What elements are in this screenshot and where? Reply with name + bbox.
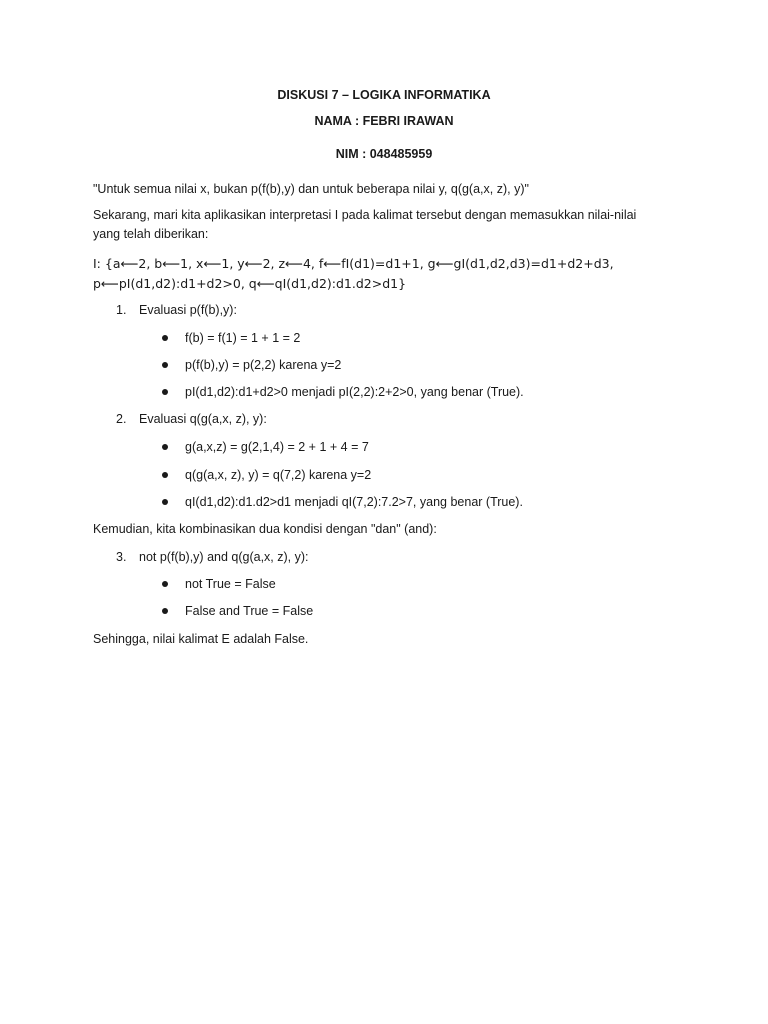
bullet-icon — [162, 472, 168, 478]
step-1 — [116, 303, 237, 317]
bullet-icon — [162, 335, 168, 341]
bullet-icon — [162, 499, 168, 505]
step-label: Evaluasi q(g(a,x, z), y): — [139, 412, 267, 426]
list-item: qI(d1,d2):d1.d2>d1 menjadi qI(7,2):7.2>7, yang benar (True). — [162, 495, 523, 509]
step-3 — [116, 550, 309, 564]
document-title: DISKUSI 7 – LOGIKA INFORMATIKA — [277, 88, 491, 102]
quote-statement: "Untuk semua nilai x, bukan p(f(b),y) dan untuk beberapa nilai y, q(g(a,x, z), y)" — [93, 182, 529, 196]
list-item: g(a,x,z) = g(2,1,4) = 2 + 1 + 4 = 7 — [162, 440, 369, 454]
bullet-icon — [162, 389, 168, 395]
conclusion-text: Sehingga, nilai kalimat E adalah False. — [93, 632, 309, 646]
list-item: pI(d1,d2):d1+d2>0 menjadi pI(2,2):2+2>0, yang benar (True). — [162, 385, 524, 399]
step-number: 2. — [116, 412, 127, 426]
student-nim: NIM : 048485959 — [335, 147, 433, 161]
intro-text-line-2: yang telah diberikan: — [93, 227, 209, 241]
list-item: not True = False — [162, 577, 276, 591]
list-item: f(b) = f(1) = 1 + 1 = 2 — [162, 331, 300, 345]
bullet-icon — [162, 608, 168, 614]
list-item: p(f(b),y) = p(2,2) karena y=2 — [162, 358, 341, 372]
step-label: not p(f(b),y) and q(g(a,x, z), y): — [139, 550, 309, 564]
list-item: q(g(a,x, z), y) = q(7,2) karena y=2 — [162, 468, 371, 482]
bullet-icon — [162, 581, 168, 587]
interpretation-line-2: p⟵pI(d1,d2):d1+d2>0, q⟵qI(d1,d2):d1.d2>d1} — [93, 276, 407, 291]
bullet-icon — [162, 362, 168, 368]
student-name: NAMA : FEBRI IRAWAN — [314, 114, 454, 128]
list-item: False and True = False — [162, 604, 313, 618]
bullet-icon — [162, 444, 168, 450]
step-label: Evaluasi p(f(b),y): — [139, 303, 237, 317]
interpretation-line-1: I: {a⟵2, b⟵1, x⟵1, y⟵2, z⟵4, f⟵fI(d1)=d1+1, g⟵gI(d1,d2,d3)=d1+d2+d3, — [93, 256, 614, 271]
step-number: 3. — [116, 550, 127, 564]
step-2 — [116, 412, 267, 426]
combine-text: Kemudian, kita kombinasikan dua kondisi dengan "dan" (and): — [93, 522, 437, 536]
intro-text-line-1: Sekarang, mari kita aplikasikan interpretasi I pada kalimat tersebut dengan memasukkan nilai-nilai — [93, 208, 637, 222]
step-number: 1. — [116, 303, 127, 317]
